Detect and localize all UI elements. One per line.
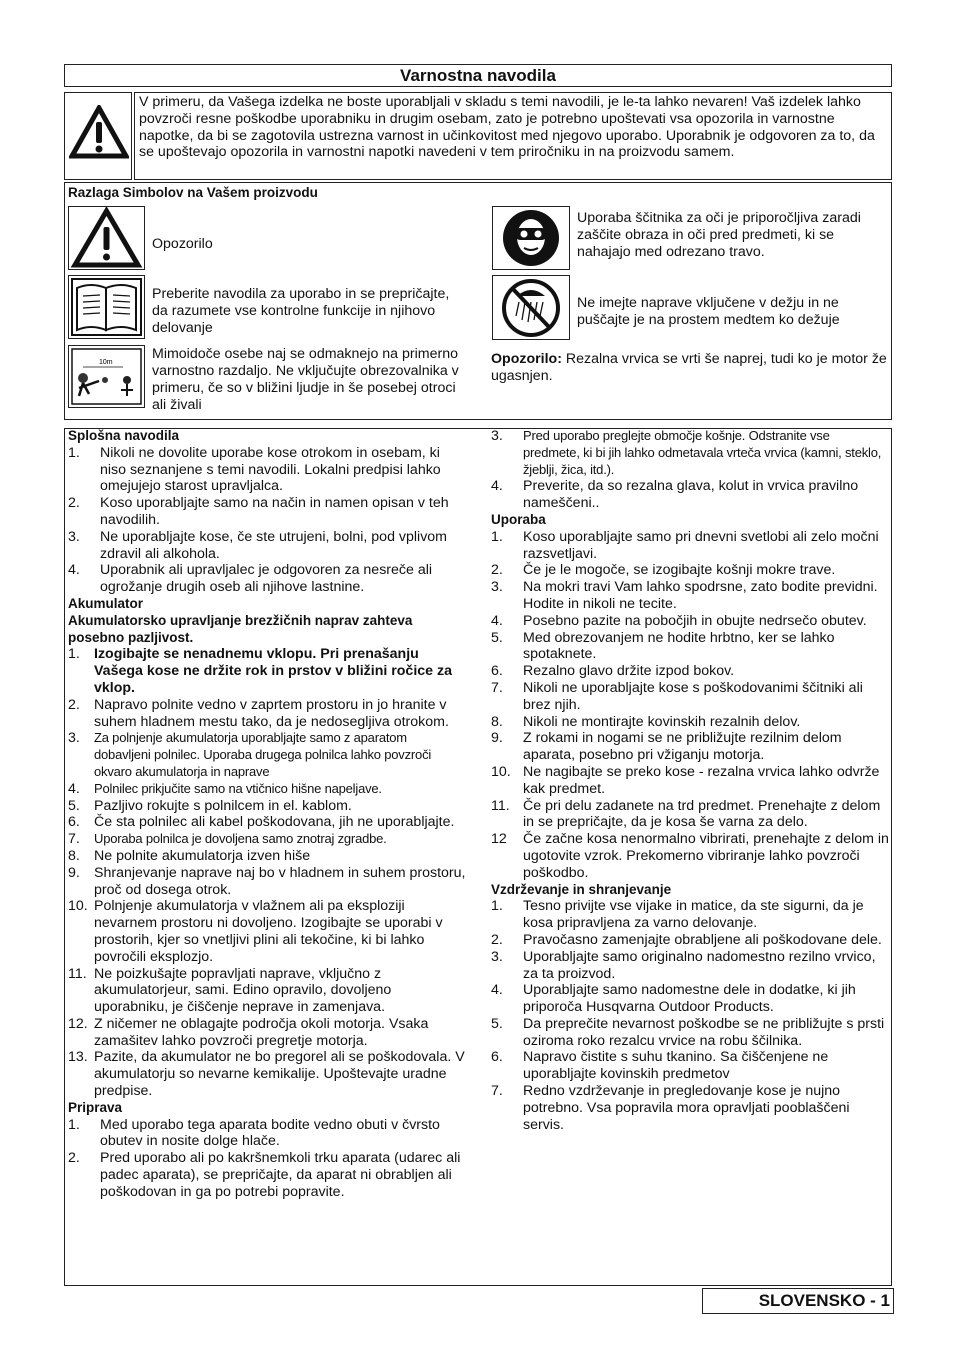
goggles-label: Uporaba ščitnika za oči je priporočljiva zaradi zaščite obraza in oči pred predmeti, ki se nahajajo med odrezano travo.	[577, 210, 861, 260]
list-item-number: 3.	[68, 730, 80, 747]
list-item	[68, 562, 466, 596]
general-list	[68, 445, 466, 596]
list-item	[68, 646, 466, 696]
line-note-text: Rezalna vrvica se vrti še naprej, tudi ko je motor že ugasnjen.	[491, 351, 887, 384]
list-item-text: Ne poizkušajte popravljati naprave, vključno z akumulatorjeur, sami. Edino opravilo, dovoljeno uporabniku, je čiščenje neprave in zamenjava.	[94, 965, 392, 1016]
list-item	[491, 428, 889, 478]
list-item	[68, 798, 466, 815]
list-item-text: Nikoli ne dovolite uporabe kose otrokom in osebam, ki niso seznanjene s temi navodili. Lokalni predpisi lahko omejujejo starost upravljalca.	[100, 444, 441, 495]
list-item	[68, 697, 466, 731]
list-item-text: Tesno privijte vse vijake in matice, da ste sigurni, da je kosa pripravljena za varno delovanje.	[523, 898, 864, 932]
list-item	[68, 898, 466, 965]
list-item-text: Koso uporabljajte samo na način in namen opisan v teh navodilih.	[100, 495, 449, 528]
warning-symbol-box	[68, 206, 145, 270]
list-item	[68, 495, 466, 529]
list-item	[68, 966, 466, 1016]
intro-warning-box	[64, 92, 132, 180]
battery-heading: Akumulator	[68, 595, 144, 611]
read-manual-icon	[69, 276, 144, 338]
page-footer: SLOVENSKO - 1	[702, 1288, 894, 1314]
list-item-number: 11.	[491, 797, 510, 814]
list-item-number: 10.	[68, 898, 88, 915]
list-item-text: Pred uporabo ali po kakršnemkoli trku aparata (udarec ali padec aparata), se prepričajte, da aparat ni obrabljen ali poškodovan in ga po potrebi popravite.	[100, 1150, 461, 1200]
list-item	[491, 579, 889, 613]
list-item-text: Uporabljajte samo nadomestne dele in dodatke, ki jih priporoča Husqvarna Outdoor Products.	[523, 982, 856, 1016]
list-item-number: 6.	[491, 1049, 503, 1066]
list-item-number: 6.	[491, 663, 503, 680]
list-item-text: Pazljivo rokujte s polnilcem in el. kablom.	[94, 797, 352, 814]
list-item	[68, 1117, 466, 1151]
list-item-text: Z ničemer ne oblagajte področja okoli motorja. Vsaka zamašitev lahko povzroči pregretje motorja.	[94, 1015, 429, 1049]
warning-triangle-icon	[69, 105, 129, 159]
list-item	[491, 714, 889, 731]
list-item	[491, 478, 889, 512]
manual-label: Preberite navodila za uporabo in se prepričajte, da razumete vse kontrolne funkcije in njihovo delovanje	[152, 286, 450, 336]
list-item-text: Shranjevanje naprave naj bo v hladnem in suhem prostoru, proč od dosega otrok.	[94, 864, 466, 898]
list-item	[491, 898, 889, 932]
list-item-number: 4.	[491, 612, 503, 629]
maintenance-heading: Vzdrževanje in shranjevanje	[491, 881, 672, 897]
list-item-number: 2.	[68, 696, 80, 713]
list-item-text: Če je le mogoče, se izogibajte košnji mokre trave.	[523, 562, 836, 579]
list-item	[491, 730, 889, 764]
list-item-text: Koso uporabljajte samo pri dnevni svetlobi ali zelo močni razsvetljavi.	[523, 528, 879, 562]
manual-symbol-box	[68, 275, 145, 339]
list-item-text: Ne polnite akumulatorja izven hiše	[94, 847, 311, 864]
rain-label: Ne imejte naprave vključene v dežju in ne puščajte je na prostem medtem ko dežuje	[577, 295, 840, 328]
list-item-text: Z rokami in nogami se ne približujte rezilnim delom aparata, posebno pri vžiganju motorja.	[523, 730, 842, 764]
warning-label: Opozorilo	[152, 236, 213, 252]
list-item-text: Ne nagibajte se preko kose - rezalna vrvica lahko odvrže kak predmet.	[523, 763, 880, 797]
page-title: Varnostna navodila	[64, 64, 892, 87]
line-note	[491, 351, 889, 385]
list-item-text: Da preprečite nevarnost poškodbe se ne približujte s prsti oziroma roko rezalcu vrvice na robu ščilnika.	[523, 1015, 885, 1049]
list-item-text: Nikoli ne montirajte kovinskih rezalnih delov.	[523, 713, 801, 730]
list-item-number: 2.	[491, 562, 503, 579]
list-item-number: 8.	[68, 847, 80, 864]
list-item-number: 1.	[68, 646, 80, 663]
use-heading: Uporaba	[491, 511, 546, 527]
list-item-number: 6.	[68, 814, 80, 831]
list-item-number: 5.	[491, 1015, 503, 1032]
list-item	[491, 932, 889, 949]
list-item-text: Če pri delu zadanete na trd predmet. Prenehajte z delom in se prepričajte, da je kosa še varna za delo.	[523, 797, 881, 831]
rain-symbol-box	[492, 275, 570, 340]
general-heading: Splošna navodila	[68, 428, 180, 443]
symbols-heading: Razlaga Simbolov na Vašem proizvodu	[68, 185, 318, 200]
line-note-bold: Opozorilo:	[491, 351, 562, 367]
list-item	[491, 1016, 889, 1050]
list-item-number: 13.	[68, 1049, 88, 1066]
no-rain-icon	[493, 276, 569, 339]
list-item-text: Rezalno glavo držite izpod bokov.	[523, 663, 735, 680]
list-item-text: Posebno pazite na pobočjih in obujte nedrsečo obutev.	[523, 612, 867, 629]
warning-triangle-icon	[69, 207, 144, 269]
list-item-number: 9.	[68, 864, 80, 881]
list-item-text: Redno vzdrževanje in pregledovanje kose je nujno potrebno. Vsa popravila mora opravljati pooblaščeni servis.	[523, 1083, 850, 1133]
list-item-text: Napravo polnite vedno v zaprtem prostoru in jo hranite v suhem hladnem mestu tako, da je nedosegljiva otrokom.	[94, 696, 449, 730]
list-item-text: Pazite, da akumulator ne bo pregorel ali se poškodovala. V akumulatorju so nevarne kemikalije. Upoštevajte uradne predpise.	[94, 1049, 465, 1100]
list-item-number: 1.	[491, 898, 503, 915]
list-item-number: 11.	[68, 965, 87, 982]
use-list	[491, 529, 889, 882]
list-item-number: 4.	[68, 562, 80, 579]
list-item-number: 2.	[68, 1150, 80, 1167]
list-item-text: Če sta polnilec ali kabel poškodovana, jih ne uporabljajte.	[94, 814, 455, 831]
battery-intro: Akumulatorsko upravljanje brezžičnih naprav zahteva posebno pazljivost.	[68, 612, 413, 645]
intro-text: V primeru, da Vašega izdelka ne boste uporabljali v skladu s temi navodili, je le-ta lahko nevaren! Vaš izdelek lahko povzroči resne poškodbe uporabniku in drugim osebam, zato je potrebno upoštevati vsa opozorila in varnostne napotke, da bi se zagotovila ustrezna varnost in učinkovitost med njegovo uporabo. Uporabnik je odgovoren za to, da se upoštevajo opozorila in varnostni napotki navedeni v tem priročniku in na proizvodu samem.	[134, 92, 892, 180]
list-item	[491, 529, 889, 563]
list-item-text: Polnilec prikjučite samo na vtičnico hišne napeljave.	[94, 780, 382, 796]
list-item	[491, 680, 889, 714]
list-item-number: 7.	[491, 679, 503, 696]
list-item-text: Če začne kosa nenormalno vibrirati, prenehajte z delom in ugotovite vzrok. Prekomerno vibriranje lahko povzroči poškodbo.	[523, 831, 889, 881]
preparation-list	[68, 1117, 466, 1201]
list-item-number: 3.	[491, 428, 503, 444]
list-item-number: 7.	[68, 831, 80, 848]
list-item-text: Uporabljajte samo originalno nadomestno rezilno vrvico, za ta proizvod.	[523, 948, 876, 982]
list-item	[68, 529, 466, 563]
list-item-number: 2.	[68, 495, 80, 512]
left-column	[68, 428, 466, 1201]
list-item	[491, 982, 889, 1016]
list-item	[68, 1049, 466, 1099]
list-item-number: 12	[491, 831, 507, 848]
right-column	[491, 428, 889, 1133]
distance-label: 10m	[99, 359, 113, 366]
list-item	[491, 1083, 889, 1133]
list-item-text: Nikoli ne uporabljajte kose s poškodovanimi ščitniki ali brez njih.	[523, 679, 863, 713]
list-item	[491, 798, 889, 832]
list-item	[491, 764, 889, 798]
list-item-number: 10.	[491, 763, 511, 780]
list-item-number: 4.	[491, 982, 503, 999]
list-item-number: 8.	[491, 713, 503, 730]
list-item	[68, 848, 466, 865]
list-item-text: Izogibajte se nenadnemu vklopu. Pri prenašanju Vašega kose ne držite rok in prstov v bližini ročice za vklop.	[94, 646, 452, 696]
list-item-text: Pred uporabo preglejte območje košnje. Odstranite vse predmete, ki bi jih lahko odmetavala vrteča vrvica (kamni, steklo, žjeblji, žica, itd.).	[523, 428, 882, 477]
maintenance-list	[491, 898, 889, 1133]
list-item	[68, 781, 466, 798]
preparation-list-continued	[491, 428, 889, 512]
list-item-text: Pravočasno zamenjajte obrabljene ali poškodovane dele.	[523, 931, 882, 948]
list-item	[491, 949, 889, 983]
list-item-number: 1.	[491, 528, 503, 545]
list-item-number: 1.	[68, 444, 80, 461]
list-item-text: Uporaba polnilca je dovoljena samo znotraj zgradbe.	[94, 831, 387, 847]
list-item-text: Na mokri travi Vam lahko spodrsne, zato bodite previdni. Hodite in nikoli ne tecite.	[523, 579, 878, 612]
list-item-text: Polnjenje akumulatorja v vlažnem ali pa eksploziji nevarnem prostoru ni dovoljeno. Izogibajte se uporabi v prostorih, kjer so vnetljivi plini ali tekočine, ki bi lahko povročili eksplozjo.	[94, 898, 443, 965]
list-item	[491, 562, 889, 579]
list-item	[491, 630, 889, 664]
list-item	[68, 865, 466, 899]
list-item-number: 4.	[68, 780, 80, 797]
battery-list	[68, 646, 466, 1100]
list-item-text: Preverite, da so rezalna glava, kolut in vrvica pravilno nameščeni..	[523, 478, 859, 512]
list-item-text: Uporabnik ali upravljalec je odgovoren za nesreče ali ogrožanje drugih oseb ali njihove lastnine.	[100, 562, 433, 596]
list-item	[68, 1150, 466, 1200]
list-item	[68, 831, 466, 848]
list-item	[68, 445, 466, 495]
bystanders-symbol-box	[68, 345, 145, 408]
bystanders-distance-icon	[69, 346, 144, 407]
list-item	[68, 814, 466, 831]
eye-protection-icon	[493, 207, 569, 269]
preparation-heading: Priprava	[68, 1099, 123, 1115]
list-item	[68, 1016, 466, 1050]
bystanders-label: Mimoidoče osebe naj se odmaknejo na primerno varnostno razdaljo. Ne vključujte obrezovalnika v primeru, če so v bližini ljudje in še posebej otroci ali živali	[152, 346, 459, 413]
list-item-number: 7.	[491, 1083, 503, 1100]
list-item	[491, 663, 889, 680]
list-item-number: 5.	[68, 797, 80, 814]
list-item-number: 9.	[491, 730, 503, 747]
list-item-number: 5.	[491, 629, 503, 646]
list-item-text: Ne uporabljajte kose, če ste utrujeni, bolni, pod vplivom zdravil ali alkohola.	[100, 528, 447, 562]
list-item-number: 3.	[491, 948, 503, 965]
list-item-number: 1.	[68, 1116, 80, 1133]
list-item-number: 4.	[491, 478, 503, 495]
list-item-text: Napravo čistite s suhu tkanino. Sa čiščenjene ne uporabljajte kovinskih predmetov	[523, 1049, 829, 1083]
list-item	[491, 1049, 889, 1083]
list-item-number: 2.	[491, 931, 503, 948]
list-item	[491, 613, 889, 630]
list-item-text: Med obrezovanjem ne hodite hrbtno, ker se lahko spotaknete.	[523, 629, 835, 663]
list-item-number: 3.	[68, 528, 80, 545]
list-item	[68, 730, 466, 780]
goggles-symbol-box	[492, 206, 570, 270]
list-item-text: Med uporabo tega aparata bodite vedno obuti v čvrsto obutev in nosite dolge hlače.	[100, 1116, 440, 1150]
list-item-number: 3.	[491, 579, 503, 596]
list-item-number: 12.	[68, 1015, 88, 1032]
list-item-text: Za polnjenje akumulatorja uporabljajte samo z aparatom dobavljeni polnilec. Uporaba drugega polnilca lahko povzroči okvaro akumulatorja in naprave	[94, 730, 432, 779]
list-item	[491, 831, 889, 881]
